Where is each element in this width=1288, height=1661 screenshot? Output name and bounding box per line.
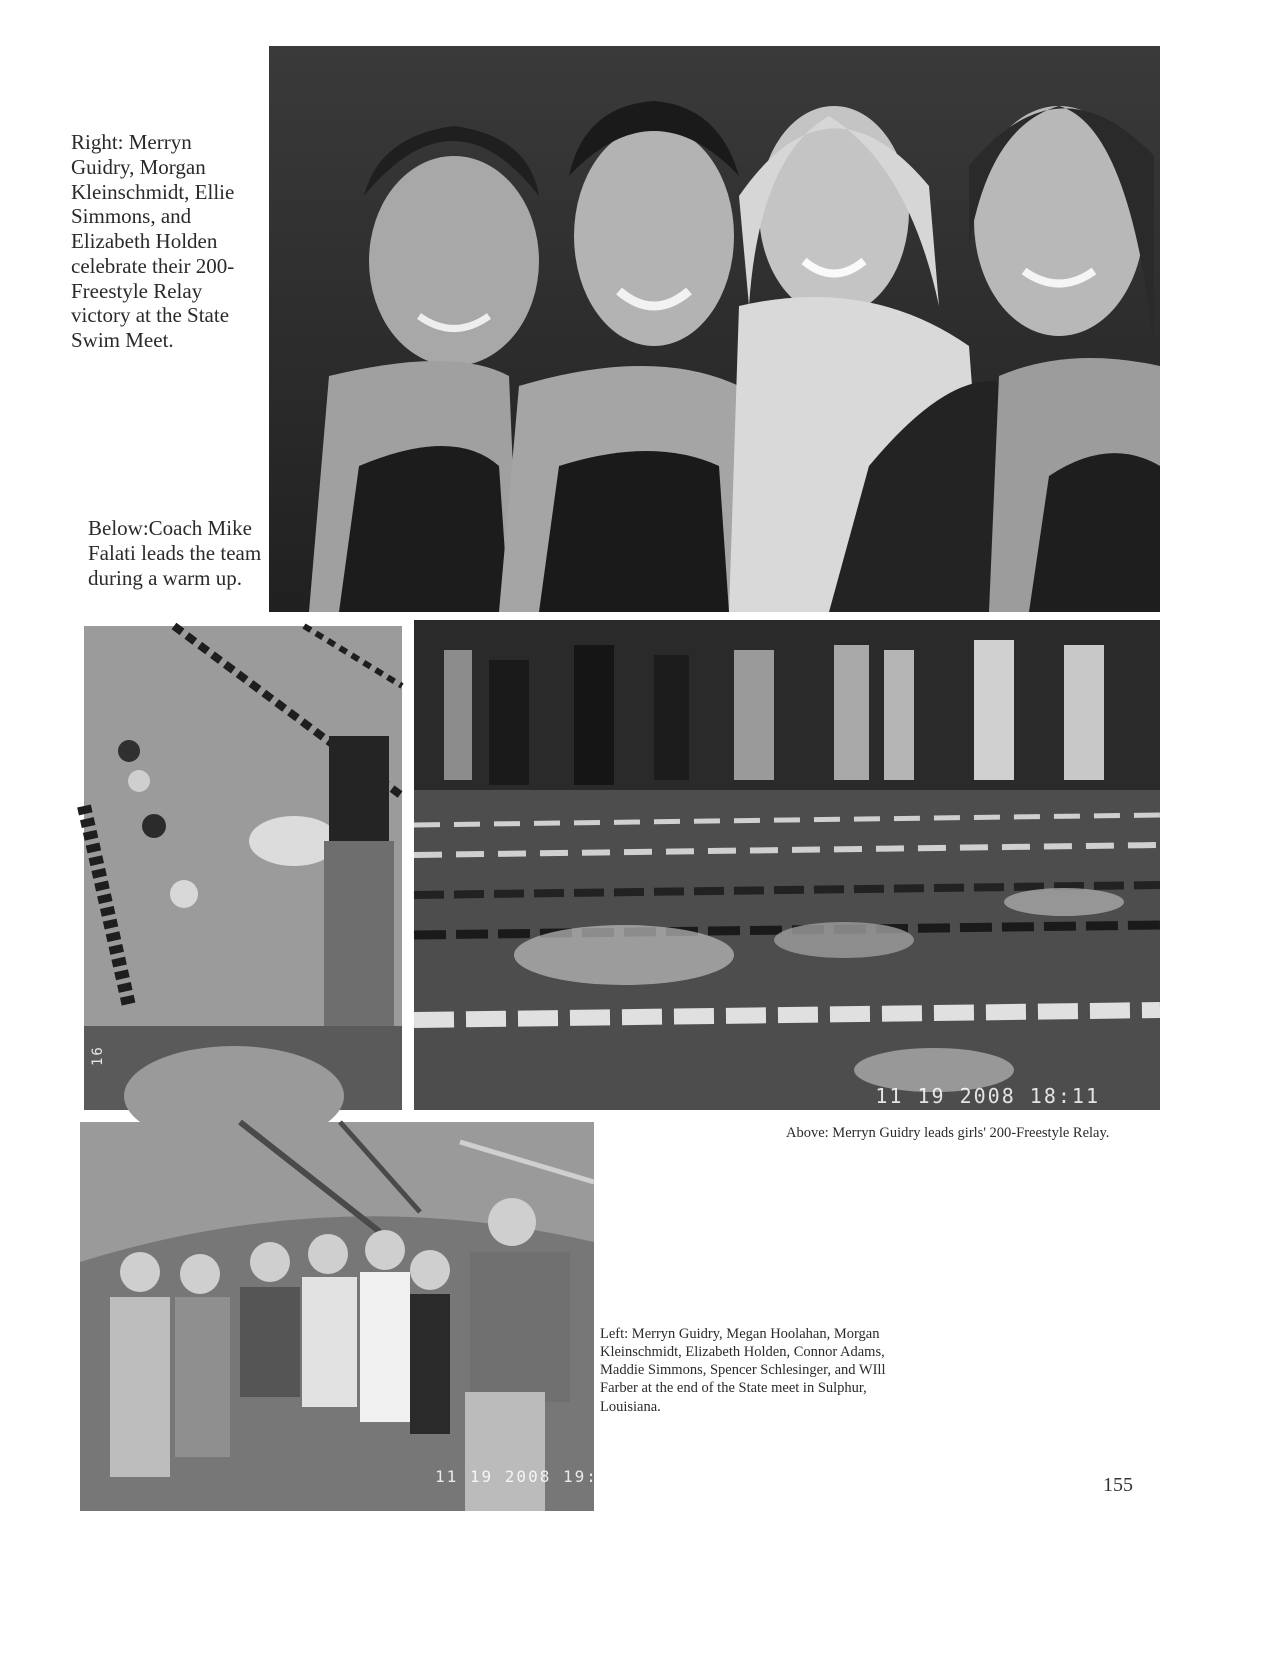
page-number: 155 — [1103, 1474, 1133, 1496]
photo-stamp-relay: 11 19 2008 18:11 — [875, 1084, 1100, 1108]
caption-above: Above: Merryn Guidry leads girls' 200-Freestyle Relay. — [786, 1125, 1110, 1141]
photo-warm-up — [84, 626, 402, 1110]
photo-stamp-group: 11 19 2008 19:34 — [435, 1467, 622, 1486]
photo-relay-race — [414, 620, 1160, 1110]
photo-stamp-warm-up: 16 — [90, 1045, 106, 1066]
caption-below: Below:Coach Mike Falati leads the team during a warm up. — [88, 516, 262, 590]
photo-four-swimmers — [269, 46, 1160, 612]
photo-team-group — [80, 1122, 622, 1511]
caption-right: Right: Merryn Guidry, Morgan Kleinschmidt, Ellie Simmons, and Elizabeth Holden celebrate their 200-Freestyle Relay victory at the State Swim Meet. — [71, 130, 235, 353]
caption-left: Left: Merryn Guidry, Megan Hoolahan, Morgan Kleinschmidt, Elizabeth Holden, Connor Adams, Maddie Simmons, Spencer Schlesinger, and WIll Farber at the end of the State meet in Sulphur, Louisiana. — [600, 1326, 886, 1415]
